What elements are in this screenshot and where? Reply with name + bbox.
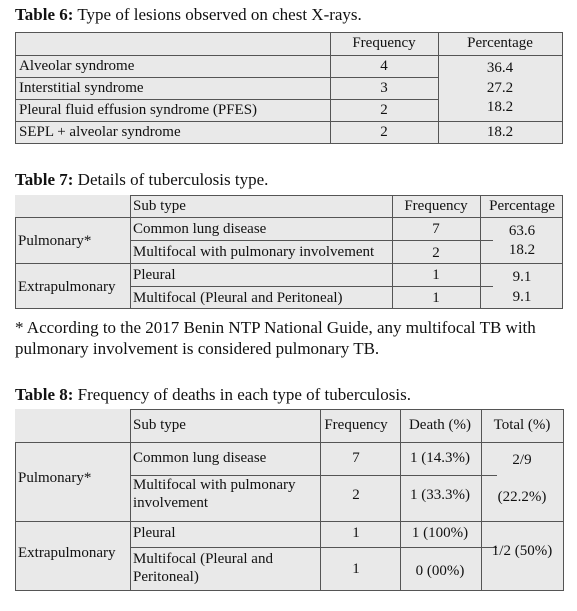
table-cell-frequency: 2: [352, 487, 360, 503]
table-row-subtype: Multifocal (Pleural and Peritoneal): [133, 551, 273, 585]
table7-title: [15, 170, 268, 190]
table7-group-extrapulmonary: Extrapulmonary: [18, 279, 116, 295]
table8-header-frequency: Frequency: [324, 417, 388, 433]
table7-header-frequency: Frequency: [404, 198, 468, 214]
table-row-subtype: Common lung disease: [133, 221, 267, 237]
table-cell-frequency: 2: [432, 245, 440, 261]
table-row-subtype: Pleural: [133, 525, 176, 541]
table-row-label: SEPL + alveolar syndrome: [19, 124, 181, 140]
table-cell-percentage: 18.2: [508, 242, 536, 258]
table-cell-frequency: 7: [432, 221, 440, 237]
table-cell-frequency: 1: [352, 525, 360, 541]
table8-total-extrapulmonary: 1/2 (50%): [491, 543, 553, 559]
table8-total-pulmonary-pct: (22.2%): [497, 489, 547, 505]
table7-group-pulmonary: Pulmonary*: [18, 233, 92, 249]
table-cell-frequency: 2: [380, 124, 388, 140]
table-row-label: Interstitial syndrome: [19, 80, 144, 96]
table-cell-percentage: 63.6: [508, 223, 536, 239]
table8-title: [15, 385, 411, 405]
table-cell-frequency: 1: [432, 267, 440, 283]
table-row-subtype: Multifocal with pulmonary involvement: [133, 244, 375, 260]
table-cell-percentage: 27.2: [486, 80, 514, 96]
table8-group-extrapulmonary: Extrapulmonary: [18, 545, 116, 561]
table6-header-percentage: Percentage: [467, 35, 533, 51]
table-cell-death: 1 (100%): [411, 525, 469, 541]
table-cell-frequency: 1: [352, 561, 360, 577]
table-cell-frequency: 4: [380, 58, 388, 74]
table8-total-pulmonary: 2/9: [512, 452, 532, 468]
table7-footnote: * According to the 2017 Benin NTP National Guide, any multifocal TB with pulmonary involvement is considered pulmonary TB.: [15, 318, 536, 358]
table6-title-text: Type of lesions observed on chest X-rays.: [73, 5, 362, 24]
table6-header-frequency: Frequency: [352, 35, 416, 51]
table-row-subtype: Pleural: [133, 267, 176, 283]
table8-title-text: Frequency of deaths in each type of tuberculosis.: [73, 385, 411, 404]
table8: [15, 409, 564, 591]
table-row-label: Pleural fluid effusion syndrome (PFES): [19, 102, 258, 118]
table-cell-death: 0 (00%): [415, 563, 465, 579]
table-cell-frequency: 2: [380, 102, 388, 118]
table6: [15, 32, 563, 144]
table8-header-total: Total (%): [493, 417, 551, 433]
table-cell-death: 1 (14.3%): [410, 450, 470, 466]
table-row-subtype: Common lung disease: [133, 450, 267, 466]
table7-header-subtype: Sub type: [133, 198, 186, 214]
table-row-subtype: Multifocal with pulmonary involvement: [133, 477, 296, 511]
table-cell-percentage: 9.1: [512, 269, 532, 285]
table-cell-frequency: 3: [380, 80, 388, 96]
table6-title: [15, 5, 362, 25]
table-cell-percentage: 18.2: [486, 99, 514, 115]
table7-title-label: Table 7:: [15, 170, 74, 189]
table8-header-subtype: Sub type: [133, 417, 186, 433]
table7-header-percentage: Percentage: [489, 198, 555, 214]
table6-title-label: Table 6:: [15, 5, 74, 24]
table-cell-percentage: 9.1: [512, 289, 532, 305]
table8-title-label: Table 8:: [15, 385, 74, 404]
table-cell-frequency: 1: [432, 290, 440, 306]
table-row-subtype: Multifocal (Pleural and Peritoneal): [133, 290, 343, 306]
table-cell-death: 1 (33.3%): [410, 487, 470, 503]
table8-group-pulmonary: Pulmonary*: [18, 470, 92, 486]
table-cell-percentage: 36.4: [486, 60, 514, 76]
table-cell-percentage: 18.2: [486, 124, 514, 140]
table-cell-frequency: 7: [352, 450, 360, 466]
table7: [15, 195, 563, 309]
table8-header-death: Death (%): [408, 417, 472, 433]
table-row-label: Alveolar syndrome: [19, 58, 135, 74]
table7-title-text: Details of tuberculosis type.: [73, 170, 269, 189]
